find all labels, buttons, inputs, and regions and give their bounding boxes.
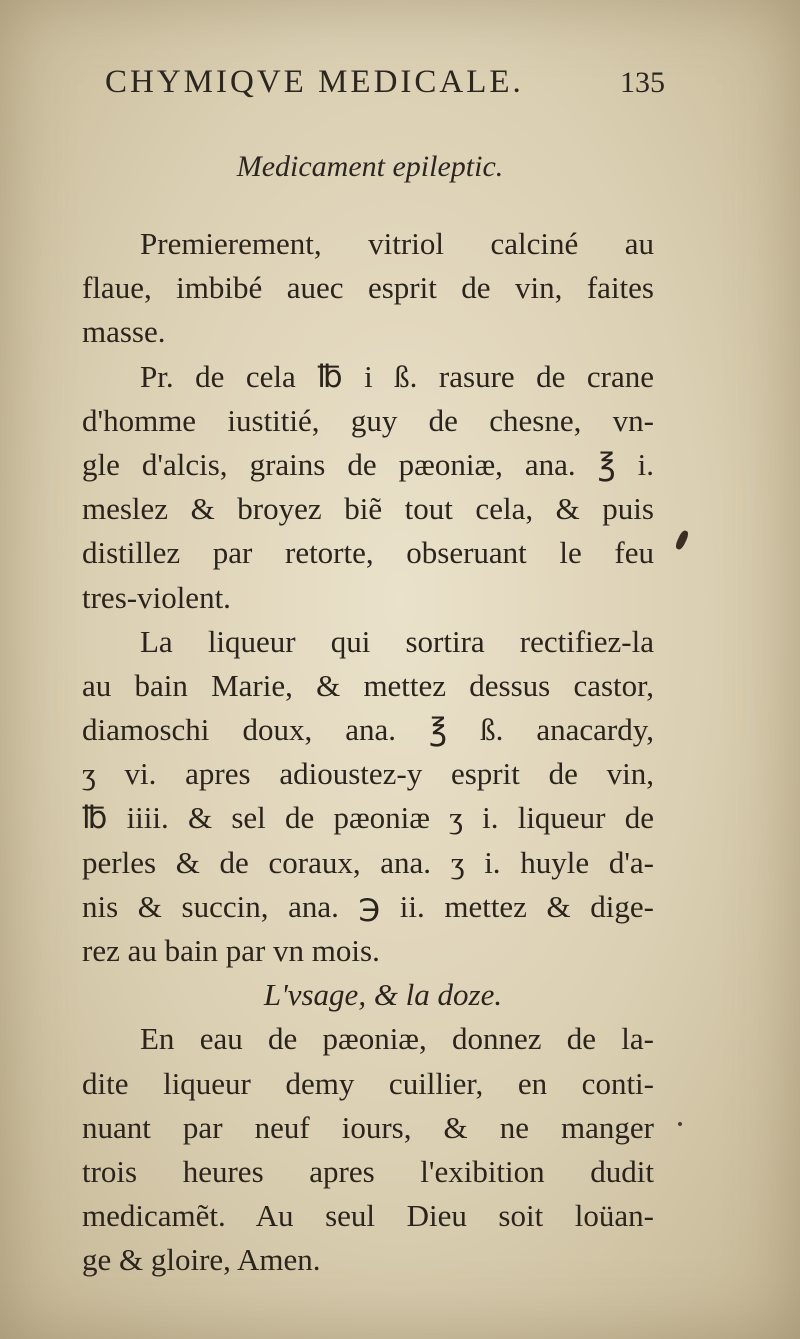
text-line: d'homme iustitié, guy de chesne, vn- — [82, 402, 654, 438]
text-line: diamoschi doux, ana. ℥ ß. anacardy, — [82, 712, 654, 748]
text-line: dite liqueur demy cuillier, en conti- — [82, 1065, 654, 1101]
text-line: nis & succin, ana. ℈ ii. mettez & dige- — [82, 888, 654, 924]
text-line: meslez & broyez biẽ tout cela, & puis — [82, 491, 654, 527]
section-title: Medicament epileptic. — [236, 150, 504, 183]
text-line: nuant par neuf iours, & ne manger — [82, 1109, 654, 1145]
text-line: ℔ iiii. & sel de pæoniæ ʒ i. liqueur de — [82, 800, 654, 836]
text-line: distillez par retorte, obseruant le feu — [82, 535, 654, 571]
text-line: perles & de coraux, ana. ʒ i. huyle d'a- — [82, 844, 654, 880]
text-line: Premierement, vitriol calciné au — [140, 226, 654, 261]
text-line: au bain Marie, & mettez dessus castor, — [82, 667, 654, 703]
subsection-title: L'vsage, & la doze. — [263, 977, 503, 1013]
ink-mark — [674, 529, 690, 551]
text-line: flaue, imbibé auec esprit de vin, faites — [82, 270, 654, 306]
body-text — [82, 222, 654, 1283]
text-line: La liqueur qui sortira rectifiez-la — [140, 623, 654, 659]
page-header — [105, 64, 665, 114]
text-line: En eau de pæoniæ, donnez de la- — [140, 1021, 654, 1057]
page-number: 135 — [620, 66, 665, 99]
text-line: gle d'alcis, grains de pæoniæ, ana. ℥ i. — [82, 446, 654, 482]
running-title: CHYMIQVE MEDICALE. — [105, 64, 524, 100]
text-line: ʒ vi. apres adioustez-y esprit de vin, — [82, 756, 654, 792]
text-line: rez au bain par vn mois. — [82, 933, 380, 968]
text-line: Pr. de cela ℔ i ß. rasure de crane — [140, 358, 654, 394]
ink-dot — [678, 1122, 682, 1126]
text-line: tres-violent. — [82, 579, 231, 615]
text-line: medicamẽt. Au seul Dieu soit loüan- — [82, 1198, 654, 1234]
text-line: masse. — [82, 314, 166, 350]
text-line: ge & gloire, Amen. — [82, 1242, 321, 1278]
text-line: trois heures apres l'exibition dudit — [82, 1153, 654, 1189]
